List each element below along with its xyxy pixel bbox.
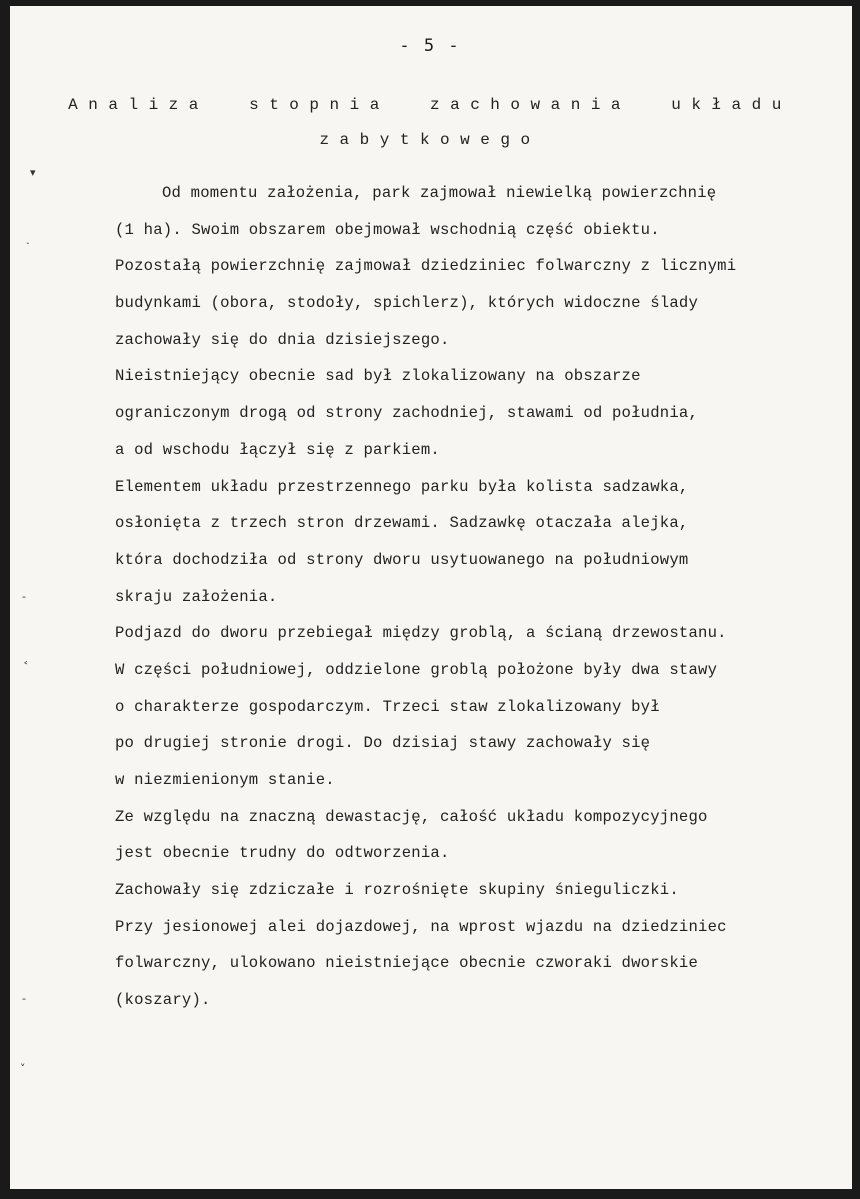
scan-mark: ˂ bbox=[23, 660, 29, 673]
text-line: Podjazd do dworu przebiegał między groblą, a ścianą drzewostanu. bbox=[115, 624, 727, 643]
text-line: a od wschodu łączył się z parkiem. bbox=[115, 440, 440, 459]
text-line: jest obecnie trudny do odtworzenia. bbox=[115, 844, 450, 863]
section-title-line-2: zabytkowego bbox=[319, 131, 541, 149]
text-line: po drugiej stronie drogi. Do dzisiaj stawy zachowały się bbox=[115, 734, 651, 753]
text-line: Elementem układu przestrzennego parku była kolista sadzawka, bbox=[115, 477, 689, 496]
text-line: Od momentu założenia, park zajmował niewielką powierzchnię bbox=[162, 184, 717, 202]
scan-mark: ˰ bbox=[26, 232, 30, 245]
text-line: folwarczny, ulokowano nieistniejące obecnie czworaki dworskie bbox=[115, 954, 699, 973]
scan-mark: ▾ bbox=[30, 166, 36, 179]
page-number: - 5 - bbox=[399, 36, 461, 56]
text-line: (koszary). bbox=[115, 991, 211, 1010]
scan-mark: ˅ bbox=[20, 1062, 26, 1075]
text-line: Przy jesionowej alei dojazdowej, na wprost wjazdu na dziedziniec bbox=[115, 917, 727, 936]
body-text bbox=[115, 180, 835, 1024]
text-line: W części południowej, oddzielone groblą położone były dwa stawy bbox=[115, 660, 718, 679]
text-line: Nieistniejący obecnie sad był zlokalizowany na obszarze bbox=[115, 367, 641, 386]
text-line: osłonięta z trzech stron drzewami. Sadzawkę otaczała alejka, bbox=[115, 514, 689, 533]
section-title-line-1: Analiza stopnia zachowania układu bbox=[68, 96, 792, 114]
text-line: Ze względu na znaczną dewastację, całość układu kompozycyjnego bbox=[115, 807, 708, 826]
text-line: Zachowały się zdziczałe i rozrośnięte skupiny śnieguliczki. bbox=[115, 881, 679, 900]
text-line: skraju założenia. bbox=[115, 587, 278, 606]
text-line: w niezmienionym stanie. bbox=[115, 771, 335, 789]
text-line: Pozostałą powierzchnię zajmował dziedziniec folwarczny z licznymi bbox=[115, 257, 737, 276]
text-line: (1 ha). Swoim obszarem obejmował wschodnią część obiektu. bbox=[115, 220, 660, 239]
text-line: o charakterze gospodarczym. Trzeci staw zlokalizowany był bbox=[115, 697, 660, 716]
text-line: ograniczonym drogą od strony zachodniej, stawami od południa, bbox=[115, 404, 699, 423]
text-line: budynkami (obora, stodoły, spichlerz), których widoczne ślady bbox=[115, 294, 699, 313]
scan-mark: - bbox=[22, 992, 26, 1005]
scan-mark: - bbox=[22, 590, 26, 603]
text-line: która dochodziła od strony dworu usytuowanego na południowym bbox=[115, 550, 689, 569]
text-line: zachowały się do dnia dzisiejszego. bbox=[115, 330, 450, 349]
